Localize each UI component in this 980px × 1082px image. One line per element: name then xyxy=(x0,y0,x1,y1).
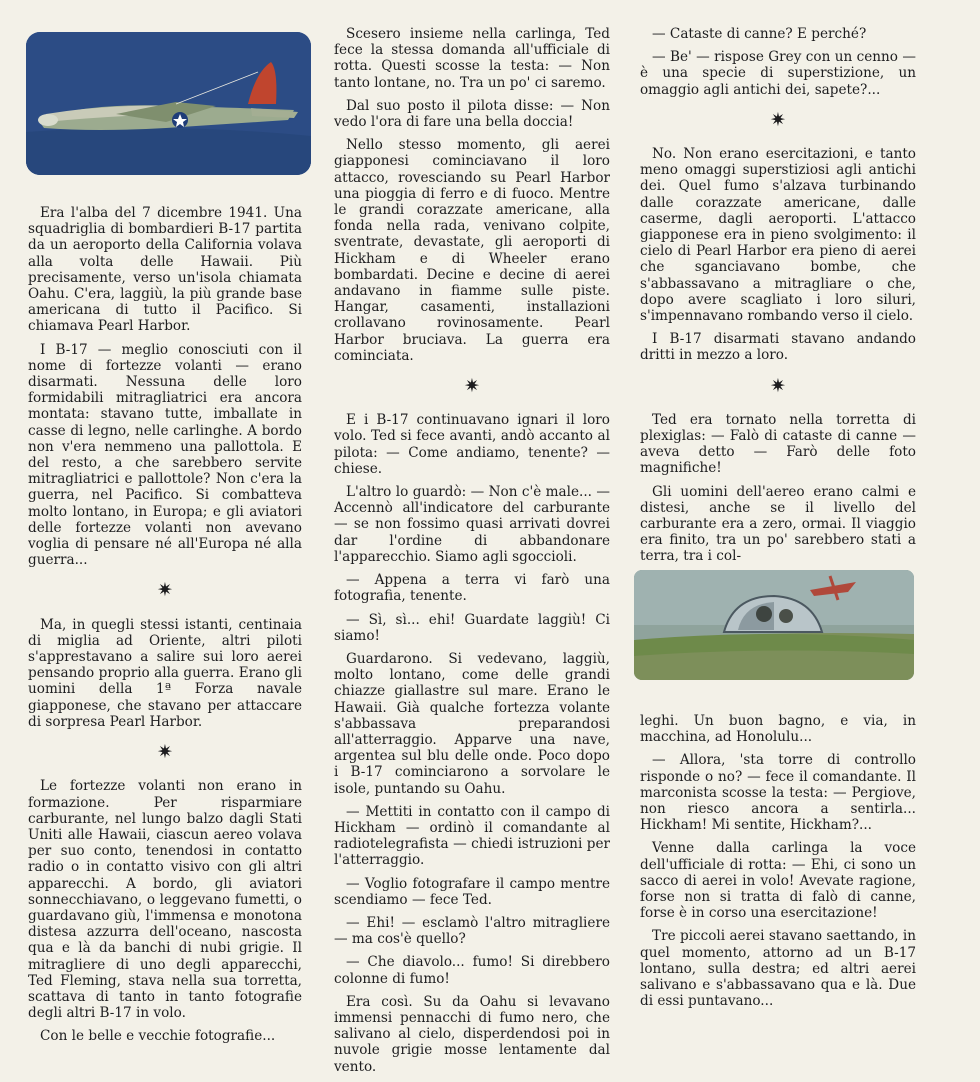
paragraph: Ted era tornato nella torretta di plexiglas: — Falò di cataste di canne — aveva detto — Farò delle foto magnifiche! xyxy=(640,411,916,477)
text-column-3 xyxy=(640,26,916,572)
paragraph: leghi. Un buon bagno, e via, in macchina, ad Honolulu... xyxy=(640,713,916,746)
paragraph: — Appena a terra vi farò una fotografia, tenente. xyxy=(334,572,610,605)
paragraph: Era l'alba del 7 dicembre 1941. Una squadriglia di bombardieri B-17 partita da un aeroporto della California volava alla volta delle Hawaii. Più precisamente, verso un'isola chiamata Oahu. C'era, laggiù, la più grande base americana di tutto il Pacifico. Si chiamava Pearl Harbor. xyxy=(28,205,302,335)
turret-illustration xyxy=(634,570,914,680)
paragraph: — Sì, sì... ehi! Guardate laggiù! Ci siamo! xyxy=(334,611,610,644)
paragraph: E i B-17 continuavano ignari il loro volo. Ted si fece avanti, andò accanto al pilota: — Come andiamo, tenente? — chiese. xyxy=(334,412,610,477)
star-separator: ✷ xyxy=(157,741,173,764)
paragraph: — Voglio fotografare il campo mentre scendiamo — fece Ted. xyxy=(334,875,610,908)
star-separator: ✷ xyxy=(157,579,173,602)
paragraph: Le fortezze volanti non erano in formazione. Per risparmiare carburante, nel lungo balzo dagli Stati Uniti alle Hawaii, ciascun aereo volava per suo conto, tenendosi in contatto radio o in contatto visivo con gli altri apparecchi. A bordo, gli aviatori sonnecchiavano, o leggevano fumetti, o guardavano giù, l'immensa e monotona distesa azzurra dell'oceano, nascosta qua e là da banchi di nubi grigie. Il mitragliere di uno degli apparecchi, Ted Fleming, stava nella sua torretta, scattava di tanto in tanto fotografie degli altri B-17 in volo. xyxy=(28,778,302,1022)
paragraph: I B-17 disarmati stavano andando dritti in mezzo a loro. xyxy=(640,331,916,364)
paragraph: Con le belle e vecchie fotografie... xyxy=(40,1028,276,1045)
paragraph: Guardarono. Si vedevano, laggiù, molto lontano, come delle grandi chiazze giallastre sul mare. Erano le Hawaii. Già qualche fortezza volante s'abbassava preparandosi all'atterraggio. Apparve una nave, argentea sul blu delle onde. Poco dopo i B-17 cominciarono a sorvolare le isole, puntando su Oahu. xyxy=(334,650,610,797)
paragraph: Ma, in quegli stessi istanti, centinaia di miglia ad Oriente, altri piloti s'apprestavano a salire sui loro aerei pensando proprio alla guerra. Erano gli uomini della 1ª Forza navale giapponese, che stavano per attaccare di sorpresa Pearl Harbor. xyxy=(28,616,302,730)
paragraph: I B-17 — meglio conosciuti con il nome di fortezze volanti — erano disarmati. Nessuna delle loro formidabili mitragliatrici era ancora montata: stavano tutte, imballate in casse di legno, nelle carlinghe. A bordo non v'era nemmeno una pallottola. E del resto, a che sarebbero servite mitragliatrici e pallottole? Non c'era la guerra, nel Pacifico. Si combatteva molto lontano, in Europa; e gli aviatori delle fortezze volanti non avevano voglia di pensare né all'Europa né alla guerra... xyxy=(28,341,302,569)
paragraph: — Che diavolo... fumo! Si direbbero colonne di fumo! xyxy=(334,954,610,987)
paragraph: — Mettiti in contatto con il campo di Hickham — ordinò il comandante al radiotelegrafista — chiedi istruzioni per l'atterraggio. xyxy=(334,803,610,869)
paragraph: Gli uomini dell'aereo erano calmi e distesi, anche se il livello del carburante era a zero, ormai. Il viaggio era finito, tra un po' sarebbero stati a terra, tra i col- xyxy=(640,483,916,565)
text-column-3-continued xyxy=(640,713,916,1016)
star-separator: ✷ xyxy=(770,374,786,397)
star-separator: ✷ xyxy=(770,108,786,131)
paragraph: No. Non erano esercitazioni, e tanto meno omaggi superstiziosi agli antichi dei. Quel fumo s'alzava turbinando dalle corazzate americane, dalle caserme, dagli aeroporti. L'attacco giapponese era in pieno svolgimento: il cielo di Pearl Harbor era pieno di aerei che sganciavano bombe, che s'abbassavano a mitragliare o che, dopo avere scagliato i loro siluri, s'impennavano rombando verso il cielo. xyxy=(640,146,916,325)
paragraph: Tre piccoli aerei stavano saettando, in quel momento, attorno ad un B-17 lontano, sulla destra; ed altri aerei salivano e s'abbassavano qua e là. Due di essi puntavano... xyxy=(640,928,916,1010)
paragraph: Scesero insieme nella carlinga, Ted fece la stessa domanda all'ufficiale di rotta. Questi scosse la testa: — Non tanto lontane, no. Tra un po' ci saremo. xyxy=(334,26,610,91)
text-column-1 xyxy=(28,205,302,1052)
paragraph: Venne dalla carlinga la voce dell'ufficiale di rotta: — Ehi, ci sono un sacco di aerei in volo! Avevate ragione, forse non si tratta di falò di canne, forse è in corso una esercitazione! xyxy=(640,840,916,922)
paragraph: — Cataste di canne? E perché? xyxy=(652,26,867,42)
bomber-illustration xyxy=(26,32,311,175)
star-separator: ✷ xyxy=(464,375,480,398)
paragraph: Dal suo posto il pilota disse: — Non vedo l'ora di fare una bella doccia! xyxy=(334,97,610,131)
paragraph: — Ehi! — esclamò l'altro mitragliere — ma cos'è quello? xyxy=(334,914,610,948)
paragraph: Nello stesso momento, gli aerei giapponesi cominciavano il loro attacco, rovesciando su Pearl Harbor una pioggia di ferro e di fuoco. Mentre le grandi corazzate americane, alla fonda nella rada, venivano colpite, sventrate, devastate, gli aeroporti di Hickham e di Wheeler erano bombardati. Decine e decine di aerei andavano in fiamme sulle piste. Hangar, casamenti, installazioni crollavano rovinosamente. Pearl Harbor bruciava. La guerra era cominciata. xyxy=(334,137,610,364)
paragraph: Era così. Su da Oahu si levavano immensi pennacchi di fumo nero, che salivano al cielo, disperdendosi poi in nuvole grigie mosse lentamente dal vento. xyxy=(334,993,610,1075)
paragraph: — Allora, 'sta torre di controllo risponde o no? — fece il comandante. Il marconista scosse la testa: — Pergiove, non riesco ancora a sentirla... Hickham! Mi sentite, Hickham?... xyxy=(640,752,916,834)
paragraph: L'altro lo guardò: — Non c'è male... — Accennò all'indicatore del carburante — se non fossimo quasi arrivati dovrei dar l'ordine di abbandonare l'apparecchio. Siamo agli sgoccioli. xyxy=(334,484,610,565)
text-column-2 xyxy=(334,26,610,1082)
paragraph: — Be' — rispose Grey con un cenno — è una specie di superstizione, un omaggio agli antichi dei, sapete?... xyxy=(640,49,916,98)
